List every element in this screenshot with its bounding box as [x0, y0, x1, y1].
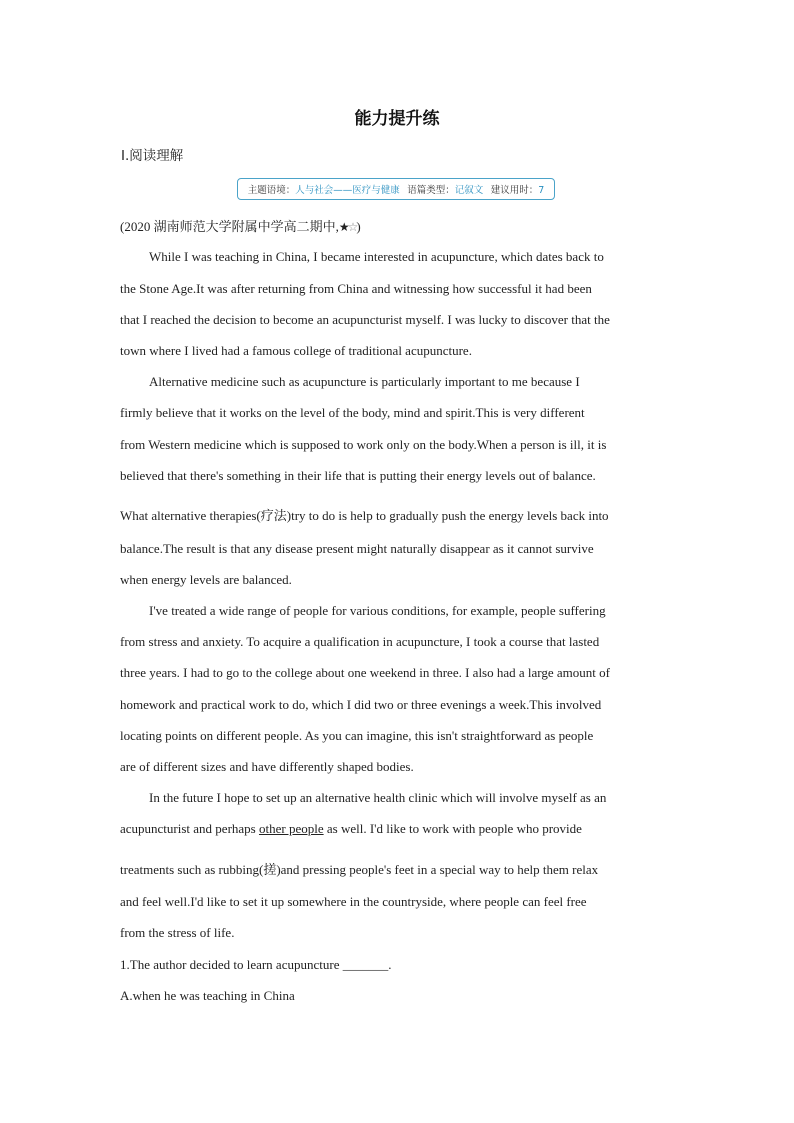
source-citation: [120, 216, 361, 235]
passage-line: that I reached the decision to become an acupuncturist myself. I was lucky to discover that the: [120, 312, 610, 327]
passage-line: balance.The result is that any disease present might naturally disappear as it cannot survive: [120, 541, 594, 556]
source-close: ): [356, 219, 361, 234]
theme-field: [248, 182, 400, 196]
difficulty-stars-icon: [339, 220, 357, 234]
passage-line: While I was teaching in China, I became interested in acupuncture, which dates back to: [149, 249, 604, 264]
section-heading: Ⅰ.阅读理解: [121, 148, 184, 164]
passage-line: town where I lived had a famous college of traditional acupuncture.: [120, 343, 472, 358]
passage-line: [120, 821, 582, 837]
passage-line: In the future I hope to set up an alternative health clinic which will involve myself as an: [149, 790, 607, 805]
hollow-star-icon: ☆: [347, 220, 357, 234]
passage-line: believed that there's something in their life that is putting their energy levels out of balance.: [120, 468, 596, 483]
passage-line: from the stress of life.: [120, 925, 235, 940]
question-stem: 1.The author decided to learn acupuncture _______.: [120, 957, 392, 972]
passage-line: I've treated a wide range of people for various conditions, for example, people suffering: [149, 603, 606, 618]
passage-line: treatments such as rubbing(搓)and pressing people's feet in a special way to help them relax: [120, 862, 599, 877]
genre-value: 记叙文: [454, 185, 484, 196]
answer-option-a: A.when he was teaching in China: [120, 988, 295, 1003]
time-field: [491, 182, 545, 196]
passage-line: locating points on different people. As you can imagine, this isn't straightforward as people: [120, 728, 594, 743]
underlined-phrase: other people: [258, 821, 324, 836]
passage-line: from stress and anxiety. To acquire a qualification in acupuncture, I took a course that lasted: [120, 634, 600, 649]
source-text: (2020 湖南师范大学附属中学高二期中,: [120, 219, 339, 234]
passage-line: What alternative therapies(疗法)try to do is help to gradually push the energy levels back into: [120, 508, 609, 523]
page-title: 能力提升练: [354, 109, 440, 129]
passage-line: the Stone Age.It was after returning from China and witnessing how successful it had been: [120, 281, 592, 296]
theme-value: 人与社会——医疗与健康: [295, 185, 400, 196]
passage-text: as well. I'd like to work with people who provide: [323, 821, 582, 836]
time-label: 建议用时：: [490, 185, 539, 196]
theme-label: 主题语境：: [247, 185, 296, 196]
passage-line: firmly believe that it works on the level of the body, mind and spirit.This is very different: [120, 405, 585, 420]
topic-info-box: [237, 178, 555, 200]
filled-star-icon: ★: [338, 220, 348, 234]
passage-line: from Western medicine which is supposed to work only on the body.When a person is ill, it is: [120, 437, 607, 452]
passage-line: three years. I had to go to the college about one weekend in three. I also had a large amount of: [120, 665, 610, 680]
passage-line: homework and practical work to do, which I did two or three evenings a week.This involved: [120, 697, 602, 712]
genre-label: 语篇类型：: [407, 185, 455, 196]
passage-line: and feel well.I'd like to set it up somewhere in the countryside, where people can feel free: [120, 894, 587, 909]
passage-line: when energy levels are balanced.: [120, 572, 292, 587]
time-value: 7: [538, 185, 545, 196]
passage-text: acupuncturist and perhaps: [120, 821, 259, 836]
passage-line: are of different sizes and have differently shaped bodies.: [120, 759, 414, 774]
genre-field: [407, 182, 483, 196]
passage-line: Alternative medicine such as acupuncture is particularly important to me because I: [149, 374, 580, 389]
